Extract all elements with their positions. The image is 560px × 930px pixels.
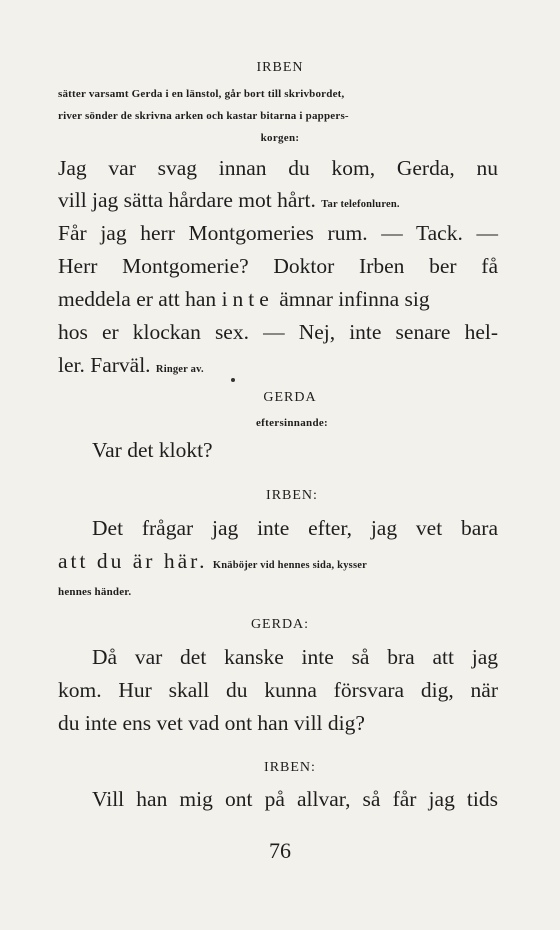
- dialogue-line: du inte ens vet vad ont han vill dig?: [58, 711, 365, 735]
- stage-direction-line: river sönder de skrivna arken och kastar bitarna i pappers-: [58, 110, 349, 122]
- stage-direction-line: korgen:: [260, 132, 300, 144]
- speaker-gerda: GERDA:: [250, 617, 310, 632]
- dialogue-line: [58, 188, 498, 213]
- inline-stage-direction: Tar telefonluren.: [321, 199, 400, 210]
- dialogue-line: Var det klokt?: [92, 438, 213, 462]
- dialogue-text: ler. Farväl.: [58, 353, 151, 377]
- dialogue-text: vill jag sätta hårdare mot hårt.: [58, 188, 316, 212]
- dialogue-text: meddela er att han: [58, 287, 217, 311]
- speaker-irben: IRBEN:: [264, 760, 316, 775]
- dialogue-line: Det frågar jag inte efter, jag vet bara: [92, 516, 498, 540]
- dialogue-text: ämnar infinna sig: [279, 287, 430, 311]
- stage-direction-line: sätter varsamt Gerda i en länstol, går bort till skrivbordet,: [58, 88, 345, 100]
- dialogue-line: kom. Hur skall du kunna försvara dig, när: [58, 678, 498, 702]
- page-number: 76: [269, 838, 291, 863]
- ink-speck: [231, 378, 235, 382]
- dialogue-line: [58, 287, 498, 312]
- speaker-gerda: GERDA: [263, 390, 317, 405]
- dialogue-line: Jag var svag innan du kom, Gerda, nu: [58, 156, 498, 180]
- dialogue-line: Får jag herr Montgomeries rum. — Tack. —: [58, 221, 498, 245]
- dialogue-text: att du är här.: [58, 549, 208, 573]
- dialogue-line: Vill han mig ont på allvar, så får jag tids: [92, 787, 498, 811]
- inline-stage-direction: Ringer av.: [155, 364, 204, 375]
- inline-stage-direction: Knäböjer vid hennes sida, kysser: [212, 560, 367, 571]
- dialogue-line: Herr Montgomerie? Doktor Irben ber få: [58, 254, 498, 278]
- emphasized-word: inte: [221, 287, 274, 311]
- speaker-irben: IRBEN:: [266, 488, 318, 503]
- speaker-irben: IRBEN: [256, 60, 304, 75]
- dialogue-line: Då var det kanske inte så bra att jag: [92, 645, 498, 669]
- stage-direction-line: hennes händer.: [58, 586, 132, 598]
- dialogue-line: hos er klockan sex. — Nej, inte senare hel-: [58, 320, 498, 344]
- dialogue-line: [58, 549, 498, 574]
- dialogue-line: [58, 353, 498, 378]
- stage-direction-line: eftersinnande:: [255, 417, 329, 429]
